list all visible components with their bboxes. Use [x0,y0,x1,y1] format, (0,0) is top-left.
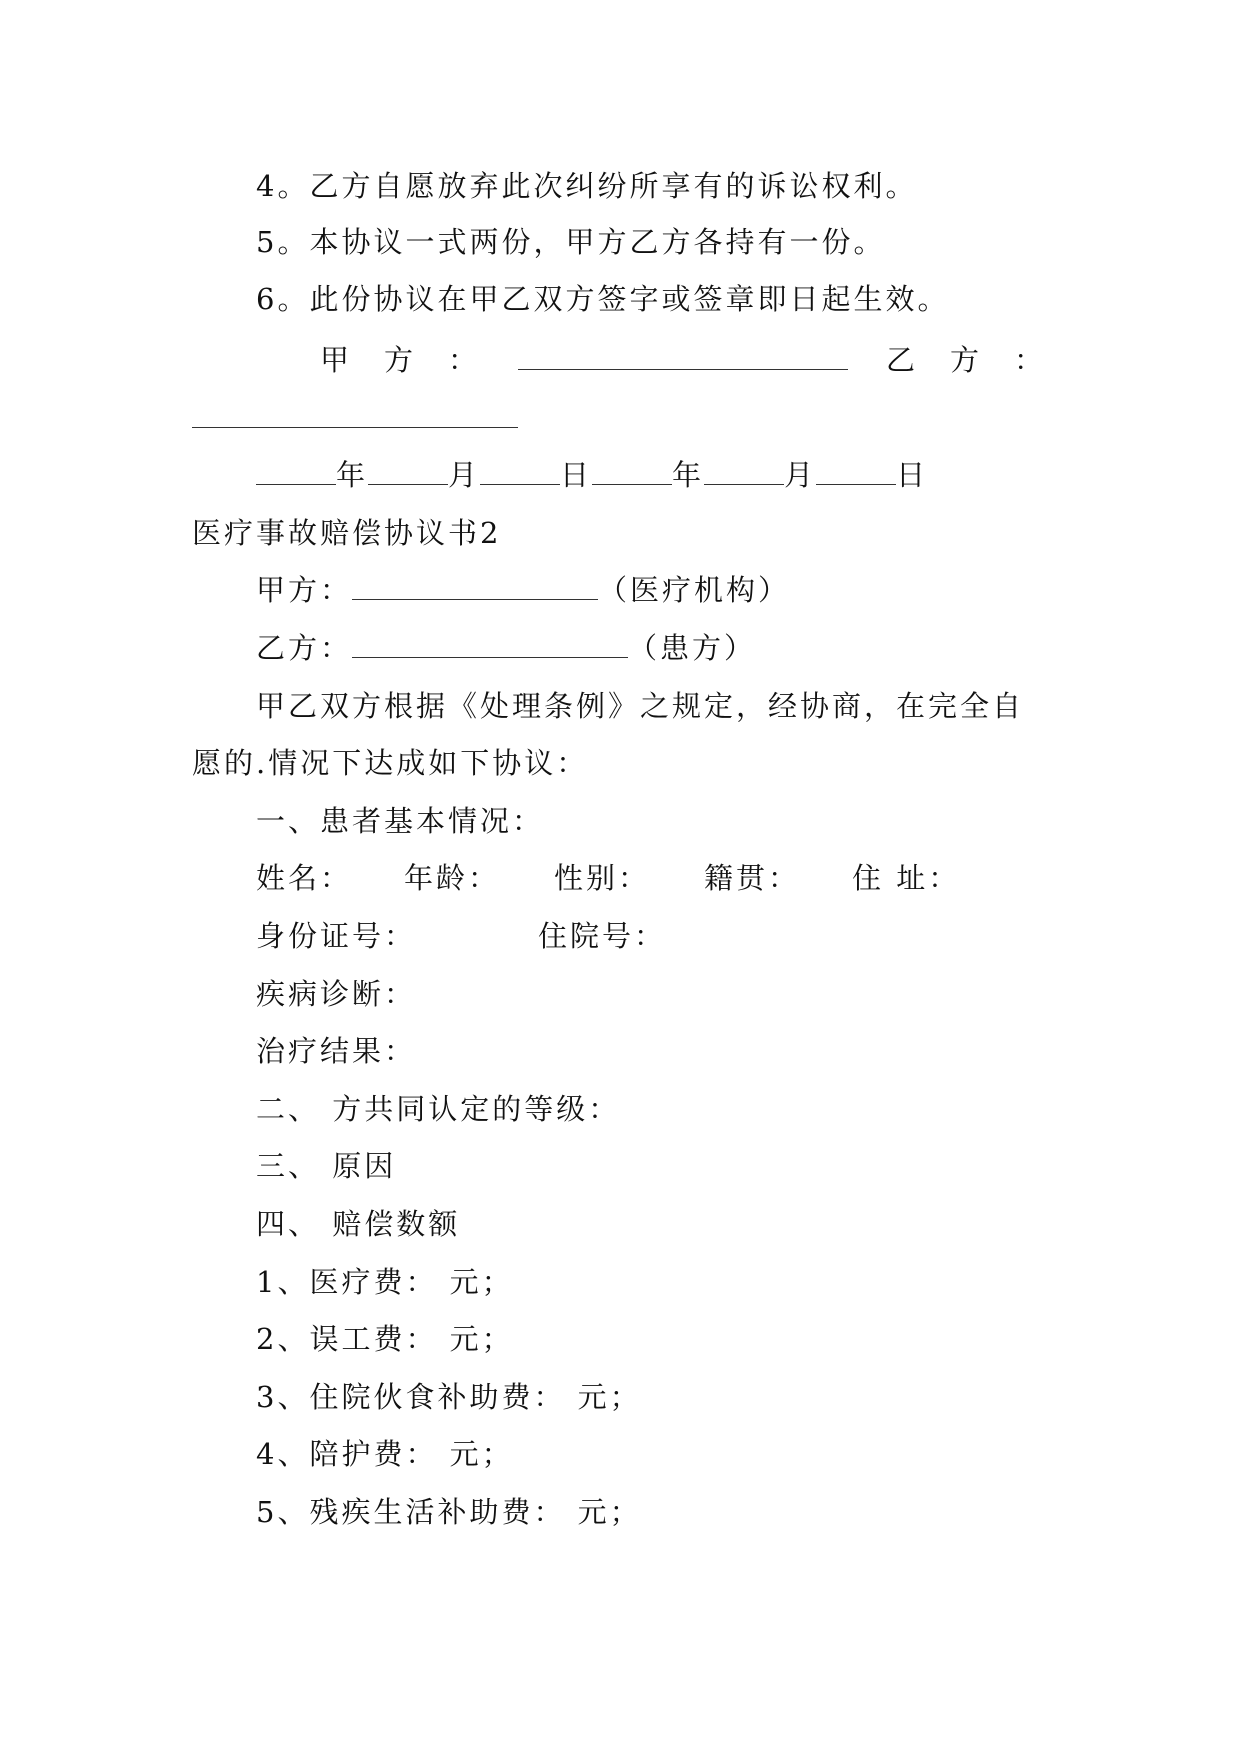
term-6: 6。此份协议在甲乙双方签字或签章即日起生效。 [256,282,950,316]
item-medical-fee: 1、医疗费： 元； [256,1265,514,1299]
day-unit-b: 日 [896,458,929,492]
term-4: 4。乙方自愿放弃此次纠纷所享有的诉讼权利。 [256,169,918,203]
doc2-title: 医疗事故赔偿协议书2 [192,516,502,550]
intro-line-2: 愿的.情况下达成如下协议： [192,746,589,780]
field-age: 年龄： [404,861,501,895]
item-disability-subsidy: 5、残疾生活补助费： 元； [256,1495,642,1529]
intro-line-1: 甲乙双方根据《处理条例》之规定，经协商，在完全自 [256,689,1025,723]
party-b-note: （患方） [628,631,757,665]
party-a-label: 甲方： [256,573,353,607]
signature-party-a-blank [518,340,848,380]
date-line [256,455,928,495]
signature-party-a-label: 甲 方 ： [320,343,481,377]
field-id-number: 身份证号： [256,919,417,953]
field-treatment-result: 治疗结果： [256,1034,417,1068]
section2: 二、 方共同认定的等级： [256,1092,621,1126]
item-nursing-fee: 4、陪护费： 元； [256,1437,514,1471]
day-unit-a: 日 [560,458,593,492]
party-a-note: （医疗机构） [598,573,791,607]
field-address: 住 址： [852,861,961,895]
signature-party-b-blank [192,398,518,438]
field-gender: 性别： [554,861,651,895]
field-admission-number: 住院号： [538,919,667,953]
item-meal-subsidy: 3、住院伙食补助费： 元； [256,1380,642,1414]
year-unit-b: 年 [672,458,705,492]
field-name: 姓名： [256,861,353,895]
section1-title: 一、患者基本情况： [256,804,545,838]
month-unit-b: 月 [784,458,817,492]
term-5: 5。本协议一式两份，甲方乙方各持有一份。 [256,225,886,259]
year-unit-a: 年 [336,458,369,492]
item-lost-wages: 2、误工费： 元； [256,1322,514,1356]
signature-party-b-label: 乙 方 ： [886,343,1047,377]
section4: 四、 赔偿数额 [256,1207,461,1241]
field-diagnosis: 疾病诊断： [256,977,417,1011]
month-unit-a: 月 [448,458,481,492]
section3: 三、 原因 [256,1149,397,1183]
doc2-party-a [256,570,790,610]
field-origin: 籍贯： [704,861,801,895]
party-b-label: 乙方： [256,631,353,665]
doc2-party-b [256,628,756,668]
